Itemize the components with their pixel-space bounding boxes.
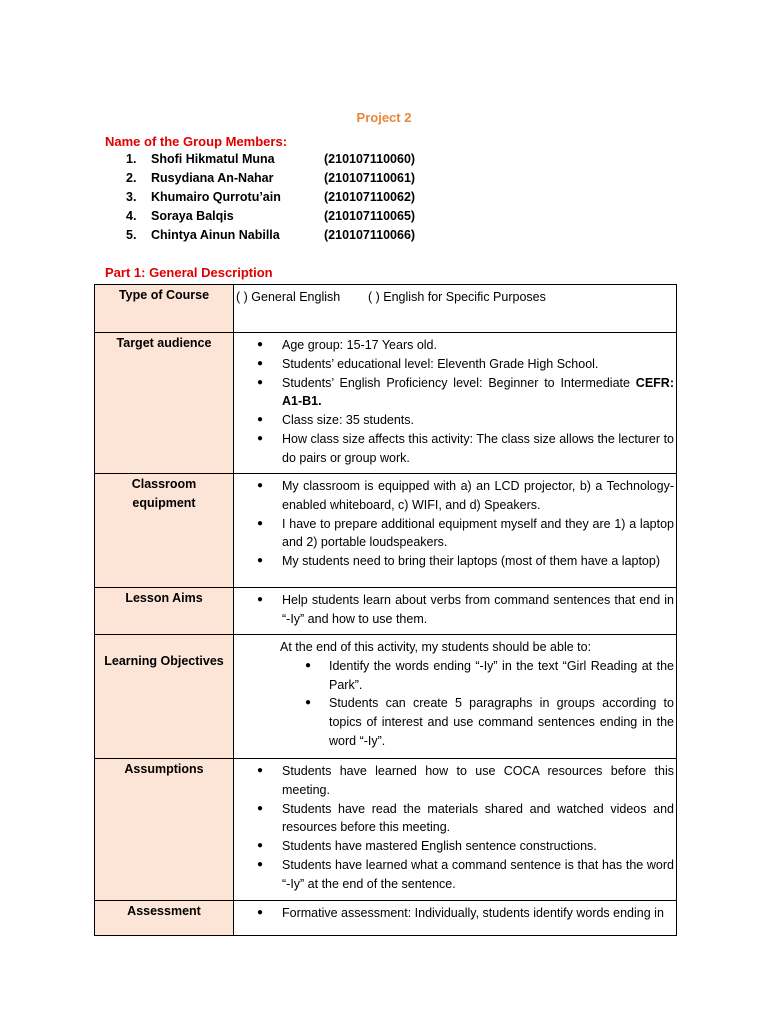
member-id: (210107110061) (324, 171, 416, 185)
part-heading: Part 1: General Description (105, 265, 273, 280)
member-id: (210107110062) (324, 190, 416, 204)
row-assessment (95, 901, 677, 936)
list-item: ● I have to prepare additional equipment myself and they are 1) a laptop and 2) portable loudspeakers. (236, 515, 674, 553)
target-audience-list (236, 336, 674, 468)
learning-objectives-list (236, 657, 674, 751)
list-item (236, 374, 674, 412)
lesson-aims-list (236, 591, 674, 629)
member-number: 1. (126, 152, 137, 166)
cefr-level: CEFR: A1-B1. (282, 375, 674, 409)
assumptions-list (236, 762, 674, 894)
member-number: 3. (126, 190, 137, 204)
list-item: ● Students can create 5 paragraphs in groups according to topics of interest and use command sentences ending in the word “-Iy”. (236, 694, 674, 750)
row-assumptions (95, 759, 677, 901)
label-line: Classroom (131, 477, 197, 491)
assumptions-label: Assumptions (95, 759, 234, 901)
member-id: (210107110066) (324, 228, 416, 242)
label-line: equipment (132, 495, 196, 510)
document-title: Project 2 (356, 110, 412, 125)
course-option-esp: ( ) English for Specific Purposes (368, 290, 546, 304)
list-item: ● Students have learned what a command sentence is that has the word “-Iy” at the end of the sentence. (236, 856, 674, 894)
member-name: Rusydiana An-Nahar (151, 171, 274, 185)
list-item: ● Formative assessment: Individually, students identify words ending in (236, 904, 674, 923)
member-name: Khumairo Qurrotu’ain (151, 190, 281, 204)
learning-objectives-label: Learning Objectives (95, 635, 234, 759)
lesson-aims-label: Lesson Aims (95, 588, 234, 635)
member-name: Chintya Ainun Nabilla (151, 228, 280, 242)
member-id: (210107110065) (324, 209, 416, 223)
member-number: 2. (126, 171, 137, 185)
type-of-course-label: Type of Course (95, 285, 234, 333)
list-item: ● Help students learn about verbs from command sentences that end in “-Iy” and how to use them. (236, 591, 674, 629)
course-option-general: ( ) General English (236, 290, 341, 304)
list-item: ● How class size affects this activity: The class size allows the lecturer to do pairs or group work. (236, 430, 674, 468)
list-item: ● Students’ educational level: Eleventh Grade High School. (236, 355, 674, 374)
classroom-equipment-list (236, 477, 674, 571)
list-item: ● Class size: 35 students. (236, 411, 674, 430)
row-type-of-course (95, 285, 677, 333)
row-lesson-aims (95, 588, 677, 635)
member-row (126, 169, 434, 188)
members-heading: Name of the Group Members: (105, 134, 288, 149)
list-item: ● My classroom is equipped with a) an LCD projector, b) a Technology-enabled whiteboard, c) WIFI, and d) Speakers. (236, 477, 674, 515)
assessment-label: Assessment (95, 901, 234, 936)
row-learning-objectives (95, 635, 677, 759)
list-item: ● My students need to bring their laptops (most of them have a laptop) (236, 552, 674, 571)
members-list (126, 150, 434, 245)
objectives-intro: At the end of this activity, my students should be able to: (280, 640, 592, 654)
list-item: ● Students have read the materials shared and watched videos and resources before this meeting. (236, 800, 674, 838)
list-item: ● Students have learned how to use COCA resources before this meeting. (236, 762, 674, 800)
course-options (236, 285, 674, 307)
member-row (126, 207, 434, 226)
proficiency-text: Students’ English Proficiency level: Beginner to Intermediate (282, 375, 636, 390)
list-item: ● Age group: 15-17 Years old. (236, 336, 674, 355)
member-row (126, 226, 434, 245)
member-number: 4. (126, 209, 137, 223)
member-number: 5. (126, 228, 137, 242)
list-item: ● Students have mastered English sentence constructions. (236, 837, 674, 856)
general-description-table (94, 284, 677, 936)
member-row (126, 188, 434, 207)
member-name: Shofi Hikmatul Muna (151, 152, 275, 166)
target-audience-label: Target audience (95, 333, 234, 474)
classroom-equipment-label (95, 474, 234, 588)
member-row (126, 150, 434, 169)
row-target-audience (95, 333, 677, 474)
list-item: ● Identify the words ending “-Iy” in the text “Girl Reading at the Park”. (236, 657, 674, 695)
assessment-list (236, 904, 674, 923)
member-name: Soraya Balqis (151, 209, 234, 223)
row-classroom-equipment (95, 474, 677, 588)
member-id: (210107110060) (324, 152, 416, 166)
